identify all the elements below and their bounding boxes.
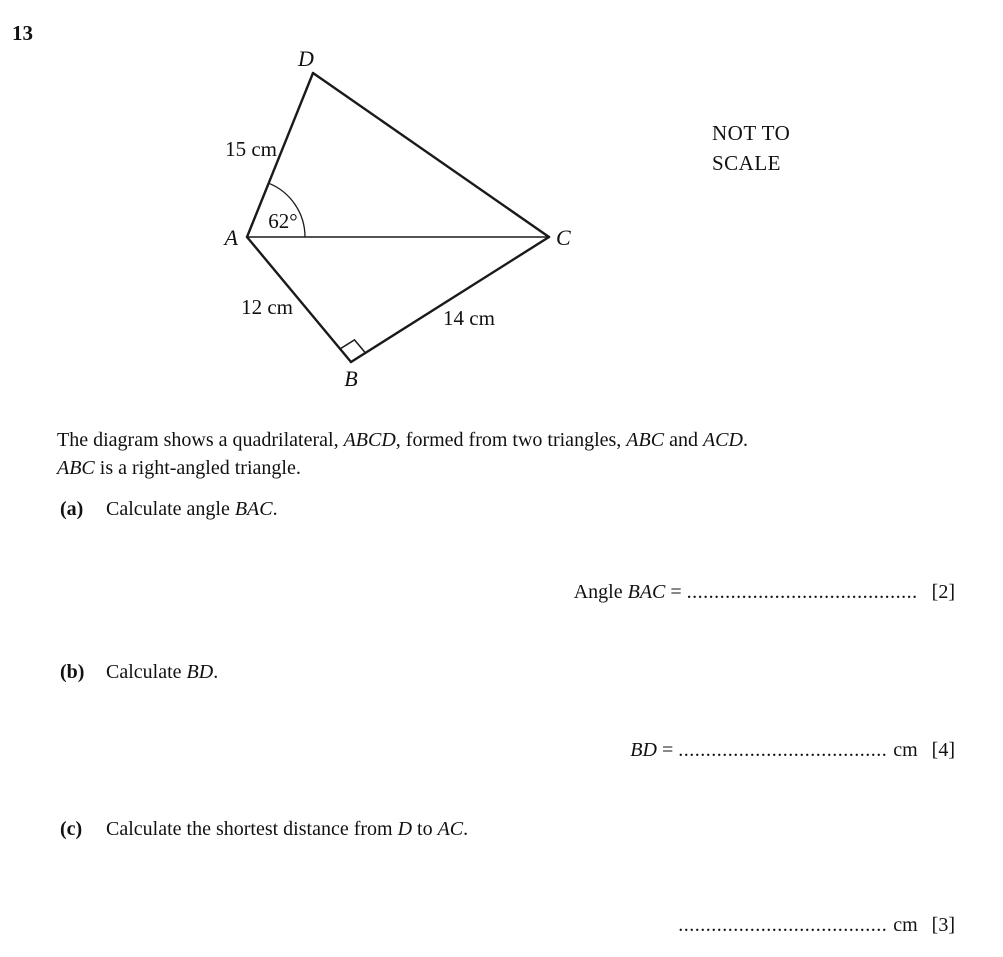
part-b-unit: cm bbox=[893, 739, 918, 761]
not-to-scale-line1: NOT TO bbox=[712, 121, 791, 145]
vertex-label-D: D bbox=[298, 46, 314, 71]
right-angle-mark-at-B bbox=[340, 340, 365, 353]
side-length-BC: 14 cm bbox=[443, 306, 495, 330]
part-a-label: (a) bbox=[60, 498, 84, 520]
side-DC bbox=[313, 73, 549, 237]
vertex-label-A: A bbox=[224, 225, 238, 250]
angle-value-label: 62° bbox=[268, 209, 298, 233]
answer-dotted-line[interactable]: .......................................... bbox=[686, 581, 918, 603]
part-a-marks: [2] bbox=[931, 581, 955, 603]
side-length-AB: 12 cm bbox=[241, 295, 293, 319]
part-b-answer-line: BD = ...................................... cm [4] bbox=[630, 739, 955, 761]
part-a-question bbox=[60, 498, 278, 521]
part-c-label: (c) bbox=[60, 818, 83, 840]
part-b-text: Calculate BD. bbox=[106, 661, 219, 683]
part-c-marks: [3] bbox=[931, 914, 955, 936]
answer-dotted-line[interactable]: ...................................... bbox=[678, 914, 888, 936]
not-to-scale-note bbox=[712, 118, 790, 178]
part-c-text: Calculate the shortest distance from D to AC. bbox=[106, 818, 469, 840]
question-intro bbox=[57, 426, 748, 482]
vertex-label-C: C bbox=[556, 225, 571, 250]
part-c-question bbox=[60, 818, 468, 841]
side-BC bbox=[351, 237, 549, 362]
side-length-AD: 15 cm bbox=[225, 137, 277, 161]
intro-line-2: ABC is a right-angled triangle. bbox=[57, 457, 301, 479]
geometry-diagram bbox=[0, 0, 620, 400]
part-b-question bbox=[60, 661, 218, 684]
part-c-answer-line bbox=[678, 914, 955, 937]
part-b-label: (b) bbox=[60, 661, 85, 683]
question-number: 13 bbox=[12, 21, 33, 45]
part-a-answer-line: Angle BAC = .......................................... [2] bbox=[573, 581, 955, 603]
part-b-marks: [4] bbox=[931, 739, 955, 761]
intro-line-1: The diagram shows a quadrilateral, ABCD, formed from two triangles, ABC and ACD. bbox=[57, 429, 748, 451]
part-c-unit: cm bbox=[893, 914, 918, 936]
answer-dotted-line[interactable]: ...................................... bbox=[678, 739, 888, 761]
vertex-label-B: B bbox=[344, 366, 358, 391]
not-to-scale-line2: SCALE bbox=[712, 151, 782, 175]
part-a-text: Calculate angle BAC. bbox=[106, 498, 278, 520]
